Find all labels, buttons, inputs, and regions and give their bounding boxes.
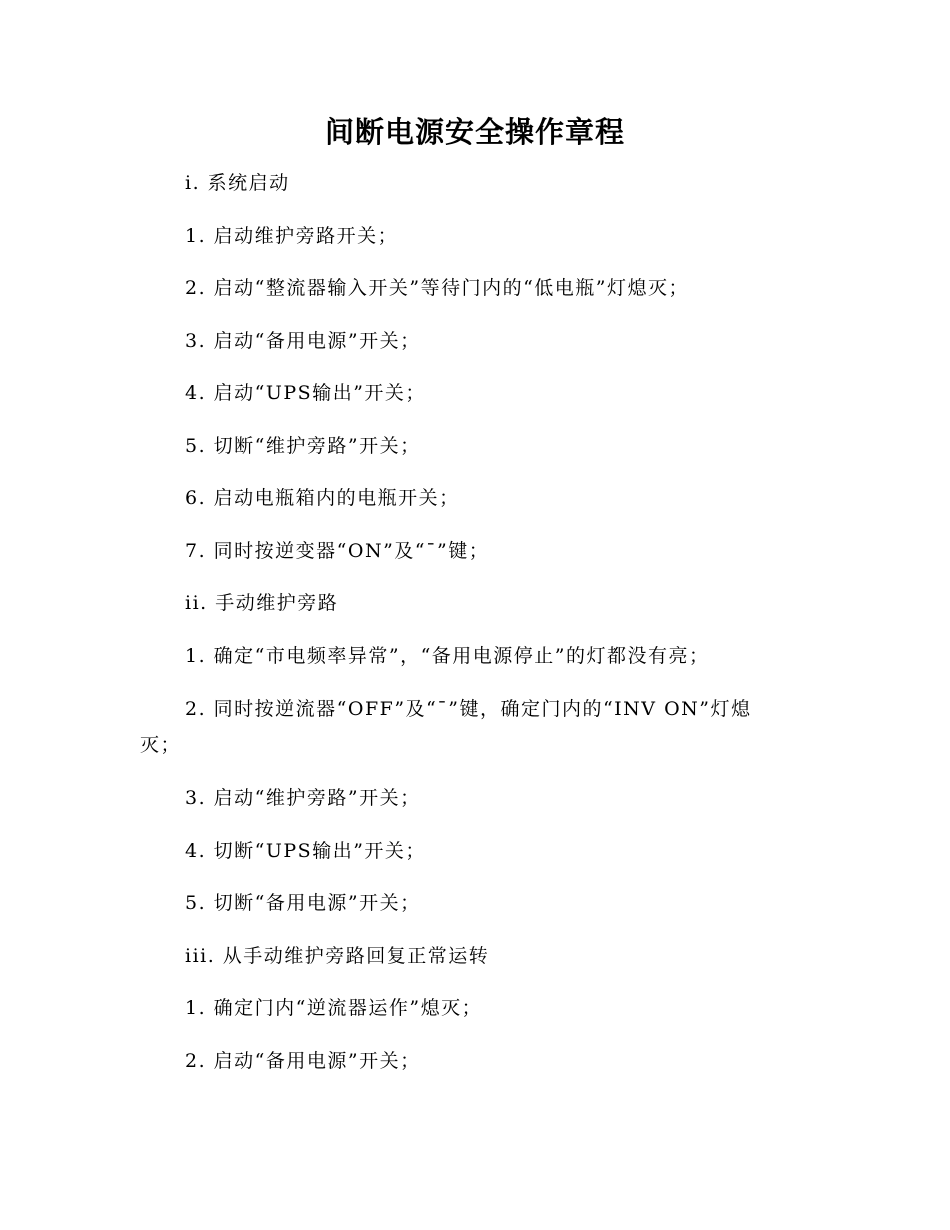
step-line: 2. 同时按逆流器“OFF”及“ˉ”键，确定门内的“INV ON”灯熄	[185, 698, 752, 720]
step-line: 2. 启动“备用电源”开关；	[185, 1050, 421, 1072]
document-title: 间断电源安全操作章程	[324, 115, 625, 149]
step-line: 6. 启动电瓶箱内的电瓶开关；	[185, 487, 460, 509]
step-line: 7. 同时按逆变器“ON”及“ˉ”键；	[185, 540, 490, 562]
section-heading: i. 系统启动	[185, 172, 290, 194]
step-line: 1. 启动维护旁路开关；	[185, 225, 399, 247]
step-line: 4. 启动“UPS输出”开关；	[185, 382, 426, 404]
step-line: 1. 确定门内“逆流器运作”熄灭；	[185, 997, 483, 1019]
step-line-continuation: 灭；	[140, 734, 182, 756]
step-line: 4. 切断“UPS输出”开关；	[185, 840, 426, 862]
step-line: 3. 启动“备用电源”开关；	[185, 330, 421, 352]
section-heading: ii. 手动维护旁路	[185, 592, 339, 614]
step-line: 1. 确定“市电频率异常”，“备用电源停止”的灯都没有亮；	[185, 645, 710, 667]
step-line: 2. 启动“整流器输入开关”等待门内的“低电瓶”灯熄灭；	[185, 277, 690, 299]
step-line: 3. 启动“维护旁路”开关；	[185, 787, 421, 809]
step-line: 5. 切断“维护旁路”开关；	[185, 435, 421, 457]
step-line: 5. 切断“备用电源”开关；	[185, 892, 421, 914]
section-heading: iii. 从手动维护旁路回复正常运转	[185, 945, 490, 967]
